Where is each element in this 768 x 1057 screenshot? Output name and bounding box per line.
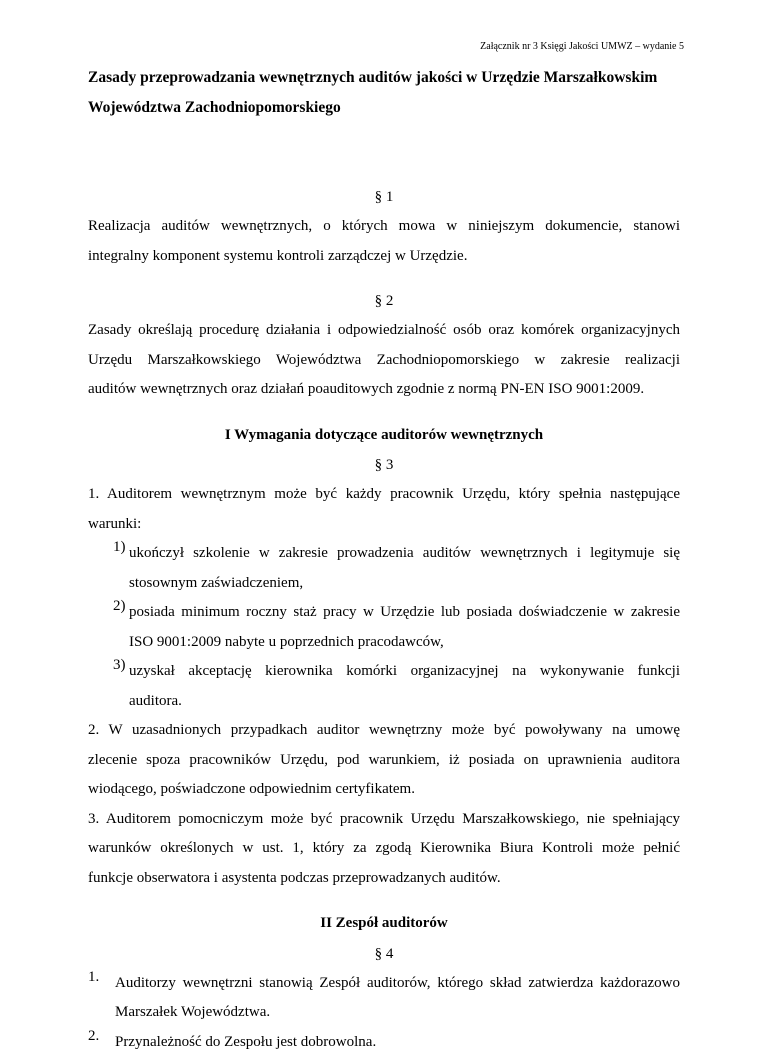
- list-item-line-1: uzyskał akceptację kierownika komórki organizacyjnej na wykonywanie funkcji: [129, 657, 680, 687]
- paragraph-sign-1: § 1: [88, 182, 680, 212]
- list-item-number: 3): [113, 657, 126, 674]
- section-1-point-2-line-2: zlecenie spoza pracowników Urzędu, pod warunkiem, iż posiada on uprawnienia auditora: [88, 746, 680, 776]
- document-title-line-1: Zasady przeprowadzania wewnętrznych auditów jakości w Urzędzie Marszałkowskim: [88, 63, 680, 93]
- paragraph-1-line-1: Realizacja auditów wewnętrznych, o których mowa w niniejszym dokumencie, stanowi: [88, 212, 680, 242]
- list-item-line-2: ISO 9001:2009 nabyte u poprzednich pracodawców,: [129, 628, 680, 658]
- paragraph-1-line-2: integralny komponent systemu kontroli zarządczej w Urzędzie.: [88, 242, 680, 272]
- section-2-heading: II Zespół auditorów: [88, 909, 680, 939]
- list-item: [88, 969, 680, 1028]
- list-item-number: 2.: [88, 1028, 99, 1045]
- list-item: [88, 539, 680, 598]
- paragraph-2-line-3: auditów wewnętrznych oraz działań poauditowych zgodnie z normą PN-EN ISO 9001:2009.: [88, 375, 680, 405]
- section-1-point-1-line-2: warunki:: [88, 510, 680, 540]
- section-1-heading: I Wymagania dotyczące auditorów wewnętrznych: [88, 421, 680, 451]
- paragraph-2-line-2: Urzędu Marszałkowskiego Województwa Zachodniopomorskiego w zakresie realizacji: [88, 346, 680, 376]
- list-item: [88, 657, 680, 716]
- header-note: Załącznik nr 3 Księgi Jakości UMWZ – wydanie 5: [480, 41, 684, 53]
- section-1-point-3-line-1: 3. Auditorem pomocniczym może być pracownik Urzędu Marszałkowskiego, nie spełniający: [88, 805, 680, 835]
- paragraph-sign-4: § 4: [88, 939, 680, 969]
- list-item-line-2: Marszałek Województwa.: [115, 998, 680, 1028]
- list-item-line-1: Auditorzy wewnętrzni stanowią Zespół auditorów, którego skład zatwierdza każdorazowo: [115, 969, 680, 999]
- section-1-point-1-line-1: 1. Auditorem wewnętrznym może być każdy pracownik Urzędu, który spełnia następujące: [88, 480, 680, 510]
- section-1-point-2-line-3: wiodącego, poświadczone odpowiednim certyfikatem.: [88, 775, 680, 805]
- section-1-point-3-line-2: warunków określonych w ust. 1, który za zgodą Kierownika Biura Kontroli może pełnić: [88, 834, 680, 864]
- list-item-line-2: auditora.: [129, 687, 680, 717]
- list-item: [88, 1028, 680, 1057]
- list-item-number: 1): [113, 539, 126, 556]
- list-item-number: 1.: [88, 969, 99, 986]
- section-1-point-3-line-3: funkcje obserwatora i asystenta podczas przeprowadzanych auditów.: [88, 864, 680, 894]
- paragraph-2-line-1: Zasady określają procedurę działania i odpowiedzialność osób oraz komórek organizacyjnych: [88, 316, 680, 346]
- list-item-line-2: stosownym zaświadczeniem,: [129, 569, 680, 599]
- section-1-point-2-line-1: 2. W uzasadnionych przypadkach auditor wewnętrzny może być powoływany na umowę: [88, 716, 680, 746]
- list-item-line-1: ukończył szkolenie w zakresie prowadzenia auditów wewnętrznych i legitymuje się: [129, 539, 680, 569]
- list-item-line-1: posiada minimum roczny staż pracy w Urzędzie lub posiada doświadczenie w zakresie: [129, 598, 680, 628]
- document-title-line-2: Województwa Zachodniopomorskiego: [88, 93, 680, 123]
- list-item-line-1: Przynależność do Zespołu jest dobrowolna.: [115, 1028, 680, 1057]
- paragraph-sign-3: § 3: [88, 450, 680, 480]
- list-item: [88, 598, 680, 657]
- list-item-number: 2): [113, 598, 126, 615]
- document-content: [88, 63, 680, 1057]
- paragraph-sign-2: § 2: [88, 286, 680, 316]
